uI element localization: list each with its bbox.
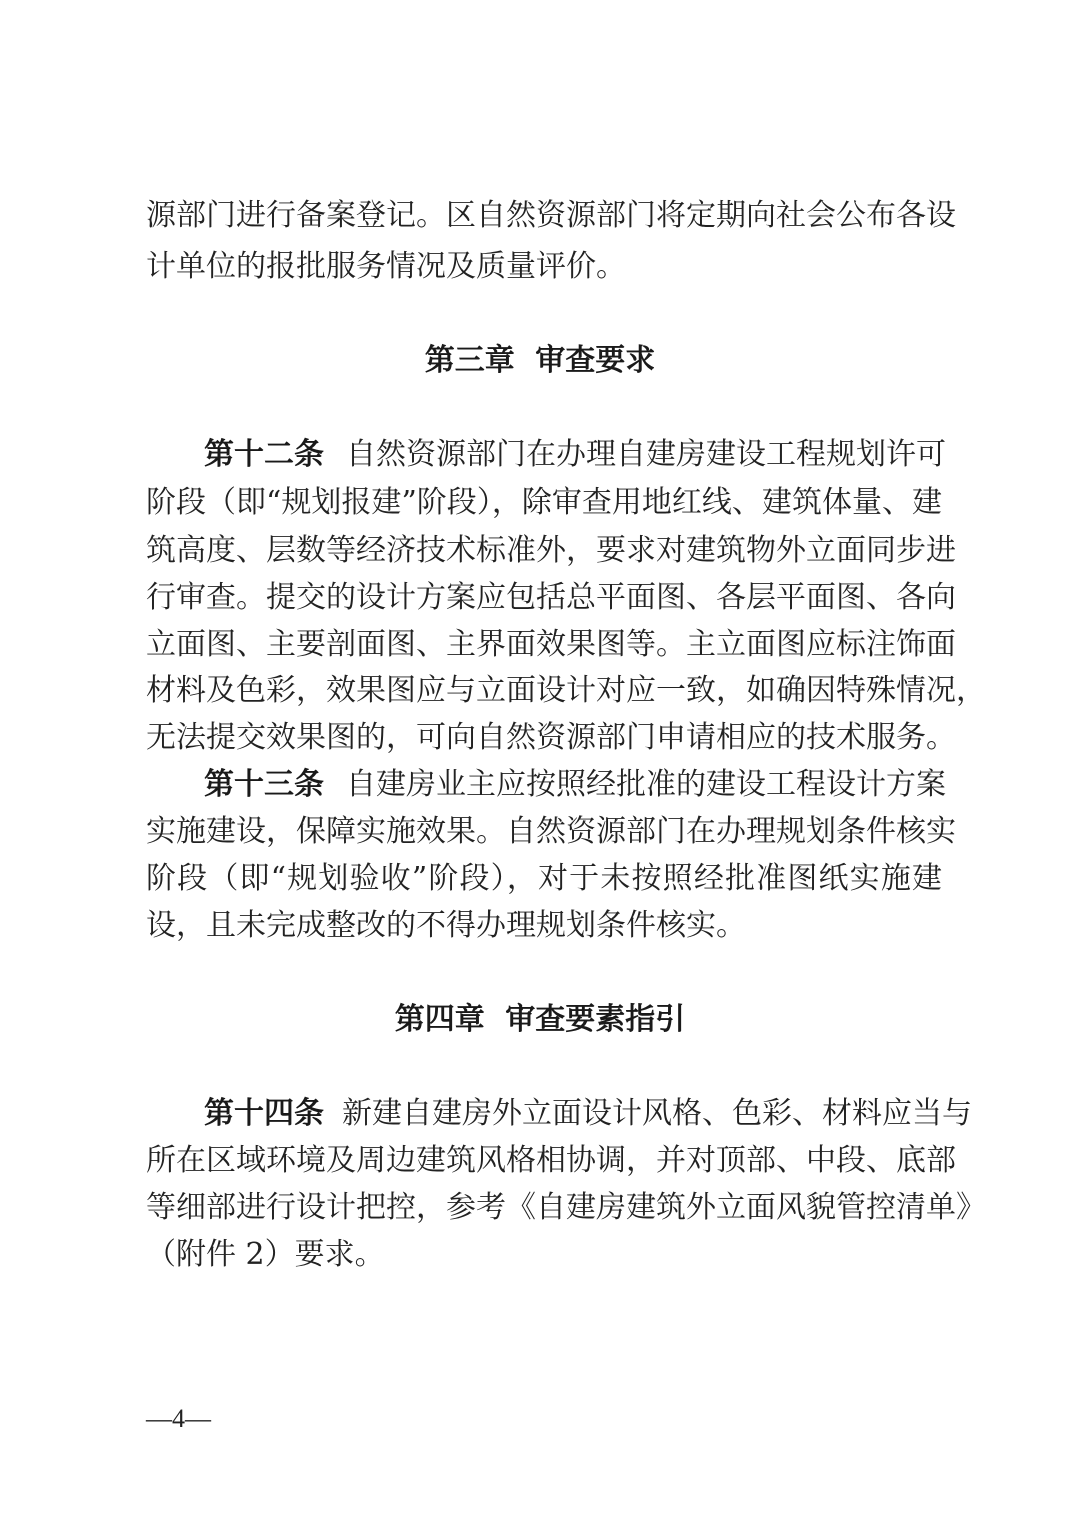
article-12-first-text: 自然资源部门在办理自建房建设工程规划许可: [346, 437, 946, 472]
article-12-line: 行审查。提交的设计方案应包括总平面图、各层平面图、各向: [146, 580, 956, 615]
article-13-line: 阶段（即“规划验收”阶段），对于未按照经批准图纸实施建: [146, 861, 942, 896]
article-14-line: 所在区域环境及周边建筑风格相协调，并对顶部、中段、底部: [146, 1143, 956, 1178]
article-14-first-text: 新建自建房外立面设计风格、色彩、材料应当与: [342, 1096, 972, 1131]
article-13-line: 实施建设，保障实施效果。自然资源部门在办理规划条件核实: [146, 814, 956, 849]
article-14-line: 等细部进行设计把控，参考《自建房建筑外立面风貌管控清单》: [146, 1190, 986, 1225]
article-12-line: 阶段（即“规划报建”阶段），除审查用地红线、建筑体量、建: [146, 485, 942, 520]
article-12-line: 筑高度、层数等经济技术标准外，要求对建筑物外立面同步进: [146, 533, 956, 568]
article-13-label: 第十三条: [204, 767, 324, 802]
chapter-4-title: 第四章 审查要素指引: [394, 1002, 686, 1037]
article-12-line: 无法提交效果图的，可向自然资源部门申请相应的技术服务。: [146, 720, 956, 755]
article-12-first-line: [204, 432, 946, 478]
article-12-label: 第十二条: [204, 437, 324, 472]
article-14-label: 第十四条: [204, 1096, 324, 1131]
chapter-3-title: 第三章 审查要求: [424, 343, 656, 378]
article-13-first-line: [204, 762, 946, 808]
article-13-first-text: 自建房业主应按照经批准的建设工程设计方案: [346, 767, 946, 802]
intro-line-1: 源部门进行备案登记。区自然资源部门将定期向社会公布各设: [146, 198, 956, 233]
intro-line-2: 计单位的报批服务情况及质量评价。: [146, 249, 626, 284]
article-12-line: 材料及色彩，效果图应与立面设计对应一致，如确因特殊情况，: [146, 673, 986, 708]
article-14-line: （附件 2）要求。: [146, 1237, 385, 1272]
page-number: —4—: [146, 1404, 211, 1433]
article-14-first-line: [204, 1091, 972, 1137]
article-12-line: 立面图、主要剖面图、主界面效果图等。主立面图应标注饰面: [146, 627, 956, 662]
article-13-line: 设，且未完成整改的不得办理规划条件核实。: [146, 908, 746, 943]
